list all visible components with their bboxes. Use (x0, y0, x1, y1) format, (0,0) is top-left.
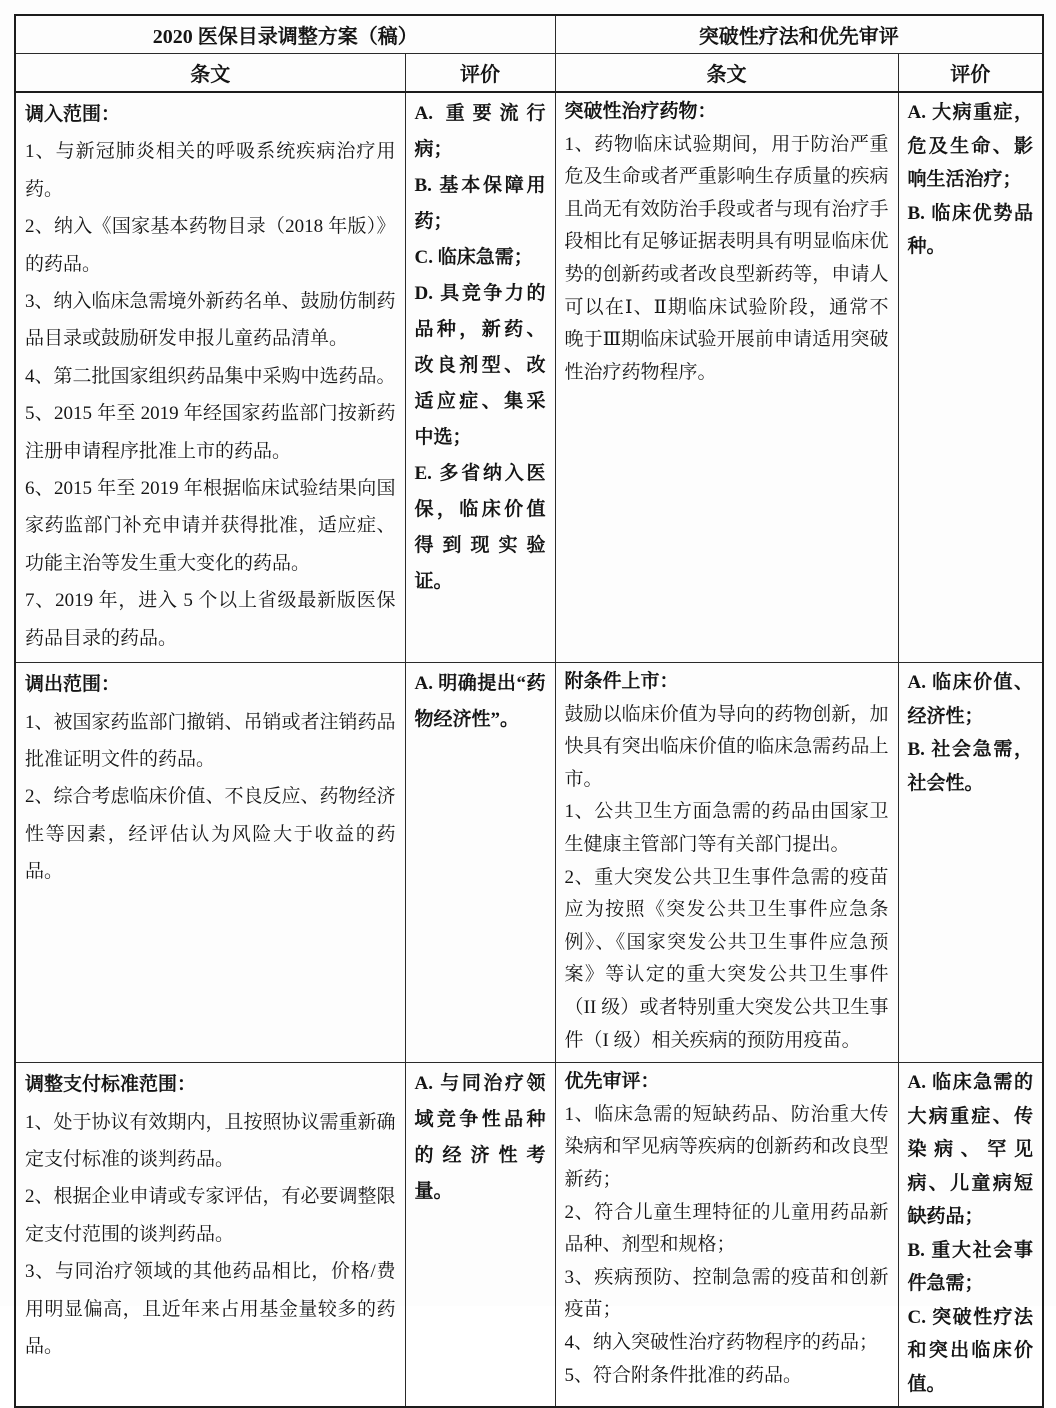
article-item: 1、临床急需的短缺药品、防治重大传染病和罕见病等疾病的创新药和改良型新药； (564, 1103, 889, 1190)
cell-title: 优先审评： (564, 1071, 660, 1093)
article-item: 2、根据企业申请或专家评估，有必要调整限定支付范围的谈判药品。 (25, 1186, 396, 1245)
article-item: 1、处于协议有效期内，且按照协议需重新确定支付标准的谈判药品。 (25, 1111, 396, 1171)
header-col-article-left: 条文 (15, 54, 405, 93)
cell-title: 附条件上市： (564, 671, 679, 693)
cell-title: 调入范围： (25, 104, 121, 125)
article-item: 1、公共卫生方面急需的药品由国家卫生健康主管部门等有关部门提出。 (564, 801, 889, 856)
table-row-inclusion-scope (15, 92, 1043, 663)
article-item: 鼓励以临床价值为导向的药物创新，加快具有突出临床价值的临床急需药品上市。 (564, 703, 889, 790)
policy-comparison-table (14, 14, 1044, 1408)
article-item: 3、疾病预防、控制急需的疫苗和创新疫苗； (564, 1266, 889, 1321)
article-item: 1、药物临床试验期间，用于防治严重危及生命或者严重影响生存质量的疾病且尚无有效防治手段或者与现有治疗手段相比有足够证据表明具有明显临床优势的创新药或者改良型新药等，申请人可以在Ⅰ、Ⅱ期临床试验阶段，通常不晚于Ⅲ期临床试验开展前申请适用突破性治疗药物程序。 (564, 133, 889, 383)
article-item: 5、2015 年至 2019 年经国家药监部门按新药注册申请程序批准上市的药品。 (25, 403, 396, 462)
cell-breakthrough-eval (898, 92, 1043, 663)
eval-item: C. 突破性疗法和突出临床价值。 (907, 1306, 1033, 1395)
table-header-column-row (15, 54, 1043, 93)
eval-item: A. 与同治疗领域竞争性品种的经济性考量。 (414, 1073, 546, 1203)
cell-priority-review (555, 1063, 898, 1408)
article-item: 2、综合考虑临床价值、不良反应、药物经济性等因素，经评估认为风险大于收益的药品。 (25, 786, 396, 883)
header-right-title: 突破性疗法和优先审评 (555, 15, 1043, 54)
cell-inclusion-scope (15, 92, 405, 663)
article-item: 2、纳入《国家基本药物目录（2018 年版）》的药品。 (25, 216, 396, 275)
article-item: 3、纳入临床急需境外新药名单、鼓励仿制药品目录或鼓励研发申报儿童药品清单。 (25, 291, 396, 350)
article-item: 6、2015 年至 2019 年根据临床试验结果向国家药监部门补充申请并获得批准，适应症、功能主治等发生重大变化的药品。 (25, 478, 396, 574)
article-item: 5、符合附条件批准的药品。 (564, 1364, 803, 1386)
table-row-removal-scope (15, 663, 1043, 1063)
cell-title: 调整支付标准范围： (25, 1074, 197, 1096)
cell-breakthrough-therapy (555, 92, 898, 663)
eval-item: A. 临床急需的大病重症、传染病、罕见病、儿童病短缺药品； (907, 1072, 1033, 1228)
cell-removal-eval (405, 663, 555, 1063)
cell-title: 突破性治疗药物： (564, 101, 717, 122)
article-item: 4、第二批国家组织药品集中采购中选药品。 (25, 365, 396, 387)
eval-item: E. 多省纳入医保，临床价值得到现实验证。 (414, 463, 546, 592)
article-item: 3、与同治疗领域的其他药品相比，价格/费用明显偏高，且近年来占用基金量较多的药品。 (25, 1261, 396, 1358)
article-item: 2、重大突发公共卫生事件急需的疫苗应为按照《突发公共卫生事件应急条例》、《国家突发公共卫生事件应急预案》等认定的重大突发公共卫生事件（II 级）或者特别重大突发公共卫生事件（I 级）相关疾病的预防用疫苗。 (564, 866, 889, 1051)
eval-item: B. 重大社会事件急需； (907, 1239, 1033, 1295)
article-item: 4、纳入突破性治疗药物程序的药品； (564, 1331, 879, 1353)
article-item: 2、符合儿童生理特征的儿童用药品新品种、剂型和规格； (564, 1201, 889, 1256)
cell-removal-scope (15, 663, 405, 1063)
eval-item: A. 大病重症，危及生命、影响生活治疗； (907, 102, 1033, 190)
cell-conditional-approval (555, 663, 898, 1063)
header-left-title: 2020 医保目录调整方案（稿） (15, 15, 555, 54)
table-header-group-row (15, 15, 1043, 54)
header-col-eval-right: 评价 (898, 54, 1043, 93)
eval-item: A. 明确提出“药物经济性”。 (414, 673, 546, 731)
article-item: 7、2019 年，进入 5 个以上省级最新版医保药品目录的药品。 (25, 590, 396, 649)
header-col-eval-left: 评价 (405, 54, 555, 93)
article-item: 1、被国家药监部门撤销、吊销或者注销药品批准证明文件的药品。 (25, 711, 396, 770)
cell-title: 调出范围： (25, 674, 121, 696)
eval-item: C. 临床急需； (414, 247, 533, 268)
article-item: 1、与新冠肺炎相关的呼吸系统疾病治疗用药。 (25, 141, 396, 200)
cell-payment-standard-scope (15, 1063, 405, 1408)
eval-item: A. 临床价值、经济性； (907, 672, 1033, 727)
eval-item: B. 临床优势品种。 (907, 202, 1033, 257)
cell-inclusion-eval (405, 92, 555, 663)
cell-priority-review-eval (898, 1063, 1043, 1408)
cell-payment-standard-eval (405, 1063, 555, 1408)
eval-item: A. 重要流行病； (414, 103, 546, 160)
table-row-payment-standard (15, 1063, 1043, 1408)
eval-item: B. 基本保障用药； (414, 175, 546, 232)
header-col-article-right: 条文 (555, 54, 898, 93)
eval-item: D. 具竞争力的品种，新药、改良剂型、改适应症、集采中选； (414, 283, 546, 448)
eval-item: B. 社会急需，社会性。 (907, 739, 1033, 794)
cell-conditional-eval (898, 663, 1043, 1063)
